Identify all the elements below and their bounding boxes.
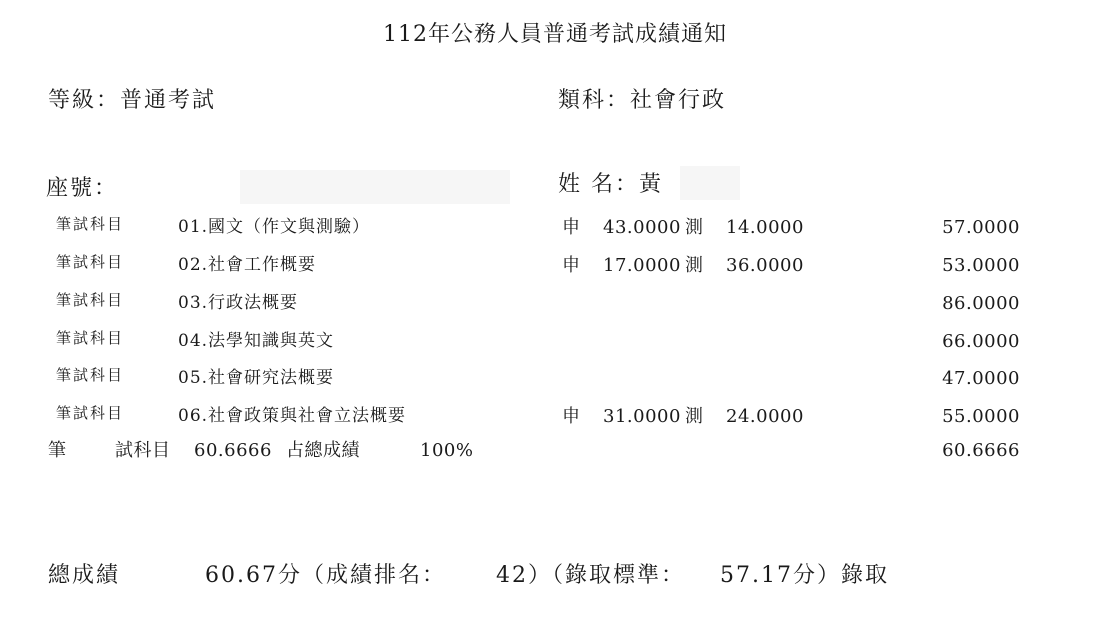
essay-mark: 申 <box>562 217 581 238</box>
subject-score: 55.0000 <box>942 406 1020 427</box>
essay-score: 31.0000 <box>603 406 681 427</box>
subject-name: 02.社會工作概要 <box>178 255 317 275</box>
name-label: 姓 名：黃 <box>558 172 663 197</box>
test-score: 24.0000 <box>726 406 804 427</box>
subject-name: 05.社會研究法概要 <box>178 368 335 388</box>
subject-type: 筆試科目 <box>56 404 125 422</box>
summary-score: 60.6666 <box>942 440 1020 461</box>
test-mark: 測 <box>685 406 704 427</box>
essay-score: 43.0000 <box>603 217 681 238</box>
summary-weight: 100% <box>420 440 474 461</box>
subject-type: 筆試科目 <box>56 215 125 233</box>
total-rank: 42）（錄取標準： <box>496 563 685 588</box>
subject-score: 57.0000 <box>942 217 1020 238</box>
subject-name: 04.法學知識與英文 <box>178 331 335 351</box>
subject-name: 06.社會政策與社會立法概要 <box>178 406 407 426</box>
page-title: 112年公務人員普通考試成績通知 <box>383 22 727 47</box>
redacted-seat-number <box>240 170 510 204</box>
essay-mark: 申 <box>562 255 581 276</box>
subject-type: 筆試科目 <box>56 329 125 347</box>
summary-weight-label: 占總成績 <box>286 440 360 461</box>
subject-type: 筆試科目 <box>56 366 125 384</box>
category-label: 類科：社會行政 <box>558 88 727 113</box>
subject-score: 53.0000 <box>942 255 1020 276</box>
subject-score: 47.0000 <box>942 368 1020 389</box>
seat-number-label: 座號： <box>46 176 119 201</box>
summary-average: 60.6666 <box>194 440 272 461</box>
total-score: 60.67分（成績排名： <box>205 563 446 588</box>
subject-name: 01.國文（作文與測驗） <box>178 217 371 237</box>
essay-score: 17.0000 <box>603 255 681 276</box>
subject-type: 筆試科目 <box>56 253 125 271</box>
redacted-name <box>680 166 740 200</box>
subject-name: 03.行政法概要 <box>178 293 299 313</box>
admission-standard: 57.17分）錄取 <box>720 563 889 588</box>
summary-label-part2: 試科目 <box>115 440 171 461</box>
essay-mark: 申 <box>562 406 581 427</box>
subject-score: 66.0000 <box>942 331 1020 352</box>
summary-label-part1: 筆 <box>48 440 67 461</box>
test-score: 36.0000 <box>726 255 804 276</box>
level-label: 等級：普通考試 <box>48 88 217 113</box>
test-mark: 測 <box>685 255 704 276</box>
test-score: 14.0000 <box>726 217 804 238</box>
subject-type: 筆試科目 <box>56 291 125 309</box>
test-mark: 測 <box>685 217 704 238</box>
total-label: 總成績 <box>48 563 121 588</box>
subject-score: 86.0000 <box>942 293 1020 314</box>
